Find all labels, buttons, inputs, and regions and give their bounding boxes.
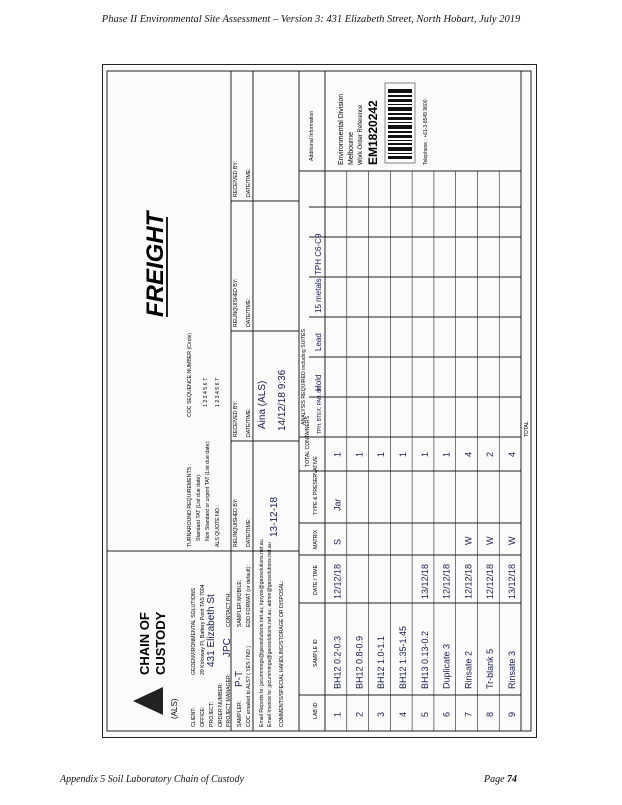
sample-matrix: W [506,536,517,545]
received-datetime: 14/12/18 9:36 [277,369,288,431]
svg-text:RECEIVED BY:: RECEIVED BY: [233,160,239,197]
svg-text:LAB ID: LAB ID [313,702,319,719]
svg-text:DATE / TIME: DATE / TIME [313,564,319,595]
sample-matrix: W [485,536,496,545]
coc-form-drawing [103,65,536,737]
sample-id: BH12 0.8-0.9 [354,635,365,689]
svg-text:1 2 3 4 5 6 7: 1 2 3 4 5 6 7 [203,378,209,407]
sample-id: BH13 0.13-0.2 [419,630,430,689]
relinquished-datetime: 13-12-18 [269,496,280,537]
svg-text:ORDER NUMBER:: ORDER NUMBER: [218,682,224,727]
work-order-number: EM1820242 [366,100,380,165]
svg-text:CLIENT:: CLIENT: [191,707,197,727]
sample-total: 1 [354,451,365,457]
sample-date: 13/12/18 [419,563,430,599]
svg-text:(ALS): (ALS) [170,698,179,719]
svg-text:PROJECT:: PROJECT: [209,701,215,727]
sample-row [398,171,412,731]
scanned-coc-form [102,64,537,738]
sample-total: 1 [441,451,452,457]
svg-text:TOTAL CONTAINERS: TOTAL CONTAINERS [305,415,311,467]
svg-text:EDD FORMAT (or default):: EDD FORMAT (or default): [246,565,252,627]
svg-text:COMMENTS/SPECIAL HANDLING/STOR: COMMENTS/SPECIAL HANDLING/STORAGE OR DISPOSAL: [279,580,285,727]
page-header: Phase II Environmental Site Assessment – Version 3: 431 Elizabeth Street, North Hobart, July 2019 [101,14,521,25]
svg-text:Non Standard or urgent TAT (Li: Non Standard or urgent TAT (List due date): [205,440,211,541]
sample-lab-id: 5 [419,711,430,717]
sample-date: 12/12/18 [485,563,496,599]
sample-total: 2 [485,451,496,457]
svg-text:SAMPLE ID: SAMPLE ID [313,639,319,667]
svg-text:COC emailed to ALS? ( YES / NO: COC emailed to ALS? ( YES / NO ) [246,646,252,727]
sample-date: 13/12/18 [506,563,517,599]
svg-text:RELINQUISHED BY:: RELINQUISHED BY: [233,278,239,327]
work-order-block [338,83,429,165]
svg-text:CONTACT PH:: CONTACT PH: [226,592,232,627]
sample-id: BH12 1.35-1.45 [398,625,409,689]
svg-text:Additional Information: Additional Information [309,110,315,161]
svg-text:TYPE & PRESERVATIVE: TYPE & PRESERVATIVE [313,456,319,515]
analysis-lead: Lead [314,333,323,351]
pm-value: JPC [222,638,233,657]
sample-row [420,171,434,731]
svg-text:1 2 3 4 5 6 7: 1 2 3 4 5 6 7 [215,378,221,407]
sample-total: 4 [463,451,474,457]
sample-id: Rinsate 3 [506,650,517,689]
svg-text:ANALYSIS REQUIRED including SU: ANALYSIS REQUIRED including SUITES [301,329,307,425]
sample-lab-id: 4 [398,711,409,717]
svg-text:DATE/TIME:: DATE/TIME: [246,168,252,197]
client-value: GEOENVIRONMENTAL SOLUTIONS [191,587,197,675]
sample-date: 12/12/18 [441,563,452,599]
svg-text:SAMPLER MOBILE:: SAMPLER MOBILE: [237,579,243,627]
sample-id: BH12 0.2-0.3 [332,635,343,689]
email-invoice: Email Invoice to: jpcummings@geosolutions.net.au; admin@geosolutions.net.au [267,542,273,727]
sample-lab-id: 2 [354,711,365,717]
coc-title-line2: CUSTODY [153,611,168,675]
sample-total: 4 [506,451,517,457]
sample-id: Duplicate 3 [441,643,452,689]
office-value: 29 Kirksway Pl, Battery Point TAS 7004 [200,584,206,675]
analysis-tph-btex: TPH, BTEX, PAH, 8M [317,385,323,434]
page-footer-left: Appendix 5 Soil Laboratory Chain of Custody [60,774,244,785]
received-name: Aina (ALS) [257,380,268,429]
sample-row [485,171,499,731]
svg-text:Work Order Reference: Work Order Reference [358,104,364,165]
analysis-hold: Hold [314,374,323,391]
svg-text:Melbourne: Melbourne [348,131,355,165]
svg-text:Telephone : +61-3-8549 9600: Telephone : +61-3-8549 9600 [423,99,429,165]
sample-total: 1 [376,451,387,457]
sample-date: 12/12/18 [332,563,343,599]
svg-text:OFFICE:: OFFICE: [200,706,206,727]
sample-lab-id: 1 [332,711,343,717]
sample-row [463,171,477,731]
svg-text:MATRIX: MATRIX [313,529,319,549]
sample-lab-id: 3 [376,711,387,717]
sampler-value: P-T [234,670,245,687]
svg-text:RECEIVED BY:: RECEIVED BY: [233,400,239,437]
svg-text:PROJECT MANAGER:: PROJECT MANAGER: [226,673,232,727]
sample-matrix: S [332,538,343,545]
analysis-tph-c6c9: TPH C6-C9 [314,233,323,275]
analysis-15-metals: 15 metals [314,278,323,313]
sample-id: Tr-blank 5 [485,648,496,689]
sample-row [333,171,347,731]
sample-total: 1 [332,451,343,457]
als-logo [133,687,179,719]
project-value: 431 Elizabeth St [206,594,217,667]
page-footer-right: Page 74 [484,774,518,785]
svg-text:ALS QUOTE NO.:: ALS QUOTE NO.: [215,505,221,547]
sample-lab-id: 7 [463,711,474,717]
email-reports: Email Reports to: jpcummings@geosolutions.net.au; kpryce@geosolutions.net.au [259,539,265,727]
svg-text:COC SEQUENCE NUMBER (Circle): COC SEQUENCE NUMBER (Circle) [187,332,193,417]
svg-text:DATE/TIME:: DATE/TIME: [246,408,252,437]
svg-text:SAMPLER:: SAMPLER: [237,700,243,727]
svg-text:Environmental Division: Environmental Division [338,93,345,165]
sample-row [442,171,456,731]
svg-text:DATE/TIME:: DATE/TIME: [246,298,252,327]
sample-total: 1 [398,451,409,457]
sample-total: 1 [419,451,430,457]
sample-id: BH12 1.0-1.1 [376,635,387,689]
sample-lab-id: 8 [485,711,496,717]
svg-text:RELINQUISHED BY:: RELINQUISHED BY: [233,498,239,547]
sample-lab-id: 6 [441,711,452,717]
coc-title-line1: CHAIN OF [137,612,152,675]
sample-row [354,171,368,731]
sample-type: Jar [332,498,343,511]
freight-stamp: FREIGHT [142,211,169,317]
barcode [385,83,415,163]
sample-id: Rinsate 2 [463,650,474,689]
sample-row [376,171,390,731]
svg-text:TURNAROUND REQUIREMENTS :: TURNAROUND REQUIREMENTS : [187,463,193,547]
total-row-label: TOTAL [524,421,530,437]
sample-matrix: W [463,536,474,545]
svg-text:Standard TAT (List due date):: Standard TAT (List due date): [196,473,202,541]
sample-row [507,171,521,731]
sample-date: 12/12/18 [463,563,474,599]
svg-text:DATE/TIME:: DATE/TIME: [246,518,252,547]
sample-lab-id: 9 [506,711,517,717]
